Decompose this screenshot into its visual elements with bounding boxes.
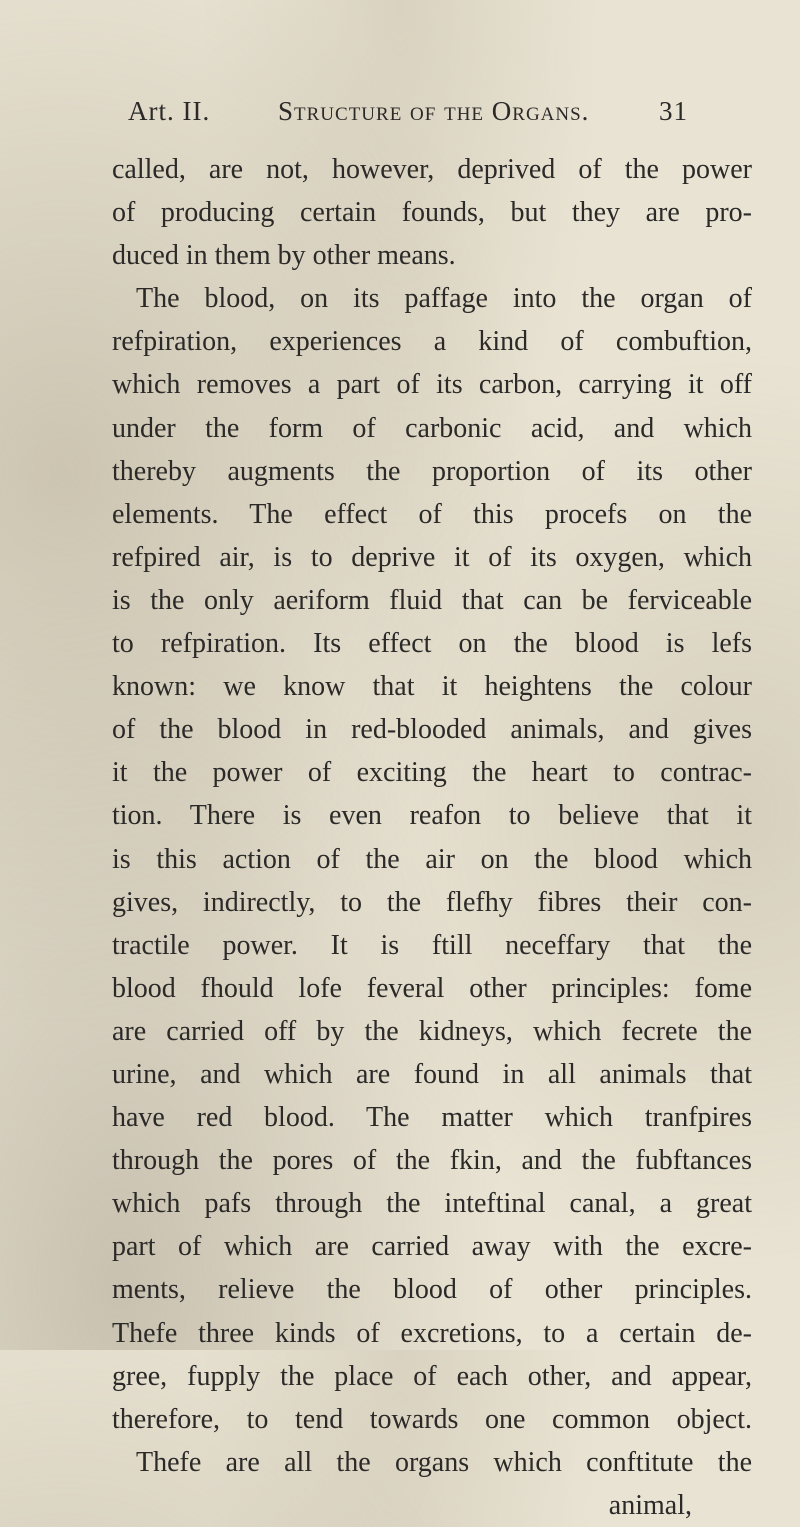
- text-line: tion. There is even reafon to believe that it: [112, 800, 752, 832]
- text-line: of the blood in red-blooded animals, and gives: [112, 714, 752, 746]
- text-line: are carried off by the kidneys, which fecrete the: [112, 1015, 752, 1047]
- text-line: is the only aeriform fluid that can be ferviceable: [112, 584, 752, 616]
- running-header: [128, 96, 688, 132]
- catchword: animal,: [608, 1489, 692, 1521]
- text-line: known: we know that it heightens the colour: [112, 671, 752, 703]
- text-line: which removes a part of its carbon, carrying it off: [112, 369, 752, 401]
- text-line: refpiration, experiences a kind of combuftion,: [112, 326, 752, 358]
- text-line: gree, fupply the place of each other, and appear,: [112, 1360, 752, 1392]
- running-title: Structure of the Organs.: [278, 96, 590, 126]
- text-line: part of which are carried away with the excre-: [112, 1231, 752, 1263]
- text-line: refpired air, is to deprive it of its oxygen, which: [112, 541, 752, 573]
- text-line: blood fhould lofe feveral other principles: fome: [112, 972, 752, 1004]
- body-text: [112, 148, 752, 1527]
- text-line: which pafs through the inteftinal canal, a great: [112, 1188, 752, 1220]
- text-line: duced in them by other means.: [112, 240, 456, 272]
- text-line: Thefe three kinds of excretions, to a certain de-: [112, 1317, 752, 1349]
- text-line: called, are not, however, deprived of the power: [112, 154, 752, 185]
- text-line: it the power of exciting the heart to contrac-: [112, 757, 752, 789]
- text-line: of producing certain founds, but they are pro-: [112, 197, 752, 229]
- text-line: gives, indirectly, to the flefhy fibres their con-: [112, 886, 752, 918]
- text-line: ments, relieve the blood of other principles.: [112, 1274, 752, 1306]
- text-line: tractile power. It is ftill neceffary that the: [112, 929, 752, 961]
- text-line: is this action of the air on the blood which: [112, 843, 752, 875]
- text-line: thereby augments the proportion of its other: [112, 455, 752, 487]
- text-line: elements. The effect of this procefs on the: [112, 498, 752, 530]
- text-line: urine, and which are found in all animals that: [112, 1058, 752, 1090]
- text-line: The blood, on its paffage into the organ of: [136, 283, 752, 315]
- text-line: through the pores of the fkin, and the fubftances: [112, 1145, 752, 1177]
- text-line: under the form of carbonic acid, and which: [112, 412, 752, 444]
- page-number: 31: [659, 96, 688, 126]
- text-line: have red blood. The matter which tranfpires: [112, 1102, 752, 1134]
- text-line: Thefe are all the organs which conftitute the: [136, 1446, 752, 1478]
- article-number: Art. II.: [128, 96, 211, 126]
- text-line: therefore, to tend towards one common object.: [112, 1403, 752, 1435]
- text-line: to refpiration. Its effect on the blood is lefs: [112, 628, 752, 660]
